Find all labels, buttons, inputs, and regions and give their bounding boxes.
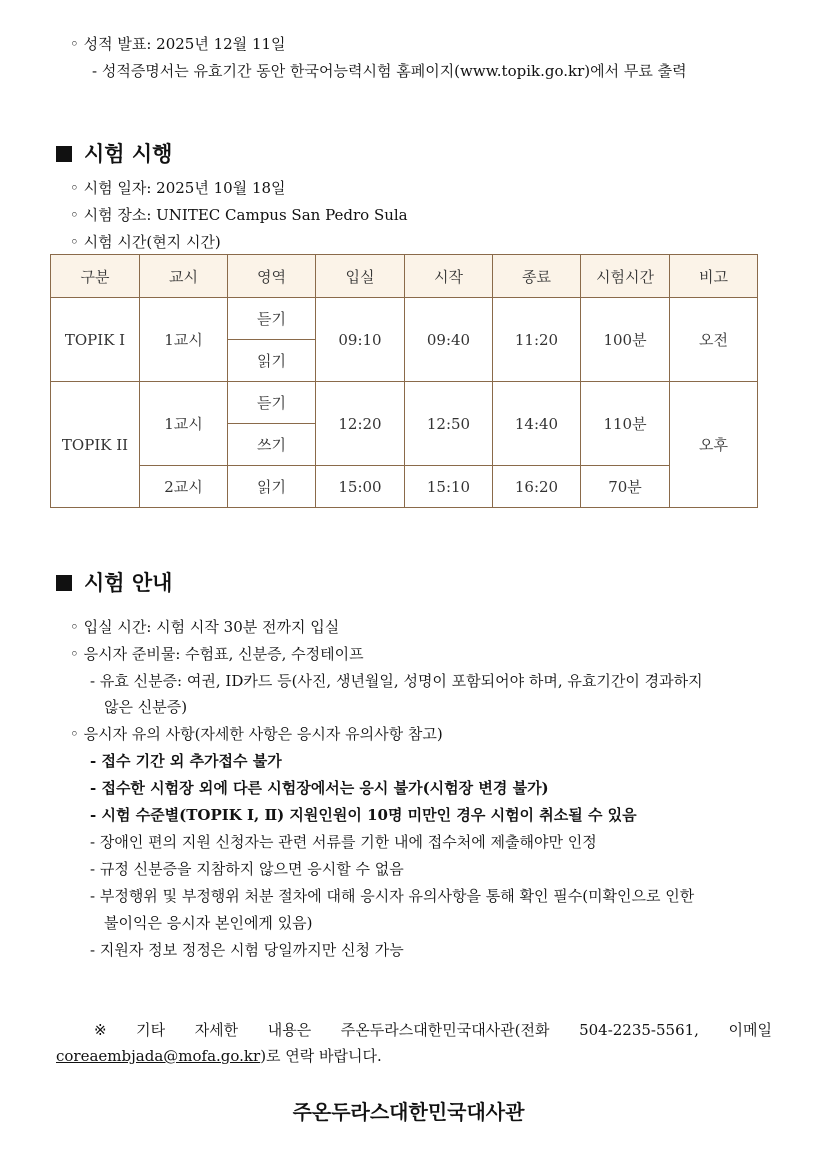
topik1-entry: 09:10 bbox=[316, 298, 405, 382]
guide-note-bold-1: - 접수 기간 외 추가접수 불가 bbox=[90, 752, 282, 770]
header-category: 구분 bbox=[51, 255, 140, 298]
section-title-text: 시험 안내 bbox=[84, 571, 173, 595]
topik1-level: TOPIK I bbox=[51, 298, 140, 382]
header-period: 교시 bbox=[140, 255, 228, 298]
results-certificate: - 성적증명서는 유효기간 동안 한국어능력시험 홈페이지(www.topik.go.kr)에서 무료 출력 bbox=[92, 62, 687, 80]
footer-note-line-1 bbox=[56, 1017, 772, 1043]
exam-date: ◦ 시험 일자: 2025년 10월 18일 bbox=[70, 179, 286, 197]
exam-time-label: ◦ 시험 시간(현지 시간) bbox=[70, 233, 221, 251]
footer-note-line-2 bbox=[56, 1043, 772, 1069]
guide-entry-time: ◦ 입실 시간: 시험 시작 30분 전까지 입실 bbox=[70, 618, 340, 636]
topik2-note: 오후 bbox=[670, 382, 758, 508]
topik2-p2-area: 읽기 bbox=[228, 466, 316, 508]
topik2-level: TOPIK II bbox=[51, 382, 140, 508]
topik2-p2-duration: 70분 bbox=[581, 466, 670, 508]
header-duration: 시험시간 bbox=[581, 255, 670, 298]
footer-word: 이메일 bbox=[728, 1021, 772, 1039]
header-entry: 입실 bbox=[316, 255, 405, 298]
footer-word: 자세한 bbox=[194, 1021, 239, 1039]
topik2-p2-entry: 15:00 bbox=[316, 466, 405, 508]
topik2-p1-period: 1교시 bbox=[140, 382, 228, 466]
square-bullet-icon bbox=[56, 146, 72, 162]
guide-notes-title: ◦ 응시자 유의 사항(자세한 사항은 응시자 유의사항 참고) bbox=[70, 725, 443, 743]
topik1-start: 09:40 bbox=[405, 298, 493, 382]
topik2-p1-duration: 110분 bbox=[581, 382, 670, 466]
section-title-text: 시험 시행 bbox=[84, 142, 173, 166]
footer-word: ※ bbox=[94, 1021, 107, 1039]
header-end: 종료 bbox=[493, 255, 581, 298]
guide-note-6-cont: 불이익은 응시자 본인에게 있음) bbox=[104, 914, 313, 932]
guide-items-to-bring: ◦ 응시자 준비물: 수험표, 신분증, 수정테이프 bbox=[70, 645, 364, 663]
topik2-p2-start: 15:10 bbox=[405, 466, 493, 508]
results-announce: ◦ 성적 발표: 2025년 12월 11일 bbox=[70, 35, 286, 53]
footer-note bbox=[56, 1017, 772, 1069]
topik2-p2-end: 16:20 bbox=[493, 466, 581, 508]
header-start: 시작 bbox=[405, 255, 493, 298]
guide-note-4: - 장애인 편의 지원 신청자는 관련 서류를 기한 내에 접수처에 제출해야만 인정 bbox=[90, 833, 597, 851]
footer-word: 주온두라스대한민국대사관(전화 bbox=[340, 1021, 550, 1039]
guide-note-bold-3: - 시험 수준별(TOPIK Ⅰ, Ⅱ) 지원인원이 10명 미만인 경우 시험이 취소될 수 있음 bbox=[90, 806, 637, 824]
guide-valid-id: - 유효 신분증: 여권, ID카드 등(사진, 생년월일, 성명이 포함되어야 하며, 유효기간이 경과하지 bbox=[90, 672, 703, 690]
topik1-duration: 100분 bbox=[581, 298, 670, 382]
exam-venue: ◦ 시험 장소: UNITEC Campus San Pedro Sula bbox=[70, 206, 408, 224]
embassy-signature: 주온두라스대한민국대사관 bbox=[292, 1100, 525, 1124]
topik1-end: 11:20 bbox=[493, 298, 581, 382]
guide-note-bold-2: - 접수한 시험장 외에 다른 시험장에서는 응시 불가(시험장 변경 불가) bbox=[90, 779, 549, 797]
topik1-note: 오전 bbox=[670, 298, 758, 382]
topik2-p1-area-listening: 듣기 bbox=[228, 382, 316, 424]
footer-word: 기타 bbox=[136, 1021, 166, 1039]
topik2-p1-entry: 12:20 bbox=[316, 382, 405, 466]
topik1-area-listening: 듣기 bbox=[228, 298, 316, 340]
guide-note-6: - 부정행위 및 부정행위 처분 절차에 대해 응시자 유의사항을 통해 확인 필수(미확인으로 인한 bbox=[90, 887, 695, 905]
table-header-row bbox=[51, 255, 758, 298]
footer-phone: 504-2235-5561, bbox=[579, 1021, 699, 1039]
email-link[interactable]: coreaembjada@mofa.go.kr bbox=[56, 1047, 261, 1065]
section-title-exam-admin bbox=[56, 140, 172, 168]
topik2-p1-area-writing: 쓰기 bbox=[228, 424, 316, 466]
section-title-guide bbox=[56, 569, 172, 597]
table-row bbox=[51, 466, 758, 508]
guide-valid-id-cont: 않은 신분증) bbox=[104, 698, 188, 716]
guide-note-7: - 지원자 정보 정정은 시험 당일까지만 신청 가능 bbox=[90, 941, 404, 959]
footer-word: 내용은 bbox=[267, 1021, 312, 1039]
topik1-period: 1교시 bbox=[140, 298, 228, 382]
topik1-area-reading: 읽기 bbox=[228, 340, 316, 382]
header-area: 영역 bbox=[228, 255, 316, 298]
guide-note-5: - 규정 신분증을 지참하지 않으면 응시할 수 없음 bbox=[90, 860, 404, 878]
schedule-table bbox=[50, 254, 758, 508]
topik2-p2-period: 2교시 bbox=[140, 466, 228, 508]
topik2-p1-end: 14:40 bbox=[493, 382, 581, 466]
topik2-p1-start: 12:50 bbox=[405, 382, 493, 466]
header-note: 비고 bbox=[670, 255, 758, 298]
footer-tail: )로 연락 바랍니다. bbox=[260, 1047, 382, 1065]
square-bullet-icon bbox=[56, 575, 72, 591]
table-row bbox=[51, 298, 758, 340]
table-row bbox=[51, 382, 758, 424]
